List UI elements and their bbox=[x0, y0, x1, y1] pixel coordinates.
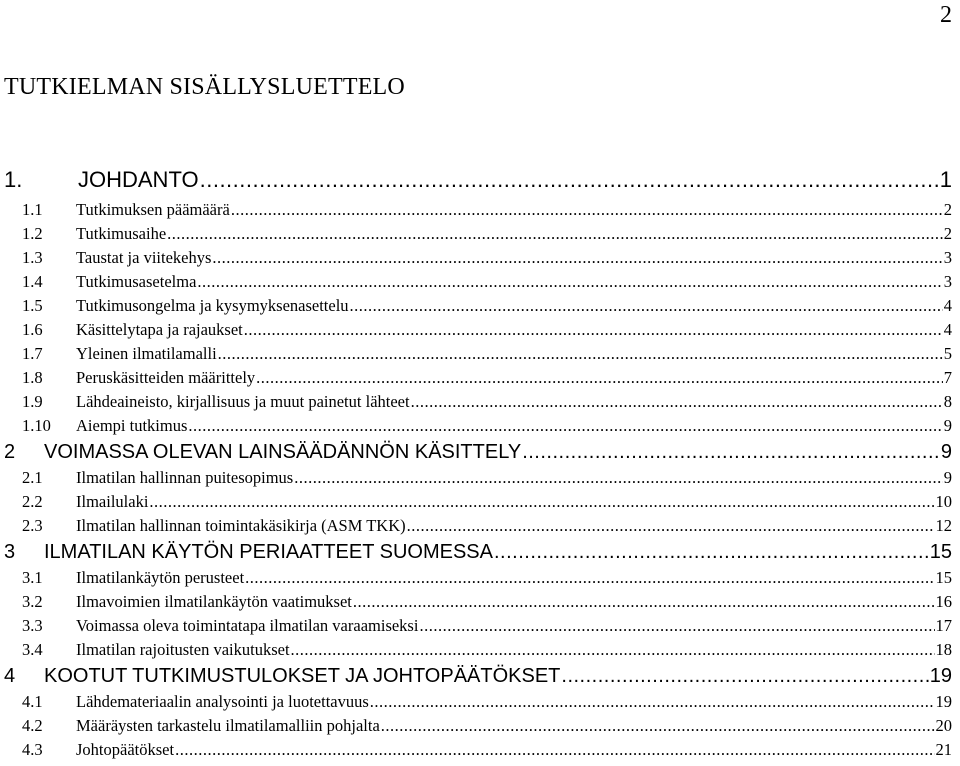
toc-entry-label: Lähdemateriaalin analysointi ja luotettavuus bbox=[76, 692, 369, 711]
toc-entry-page: 18 bbox=[935, 640, 952, 659]
toc-leader-dots bbox=[411, 390, 943, 414]
toc-leader-dots bbox=[149, 490, 934, 514]
toc-entry-page: 20 bbox=[935, 716, 952, 735]
toc-entry-label: JOHDANTO bbox=[78, 167, 199, 192]
toc-entry-page: 17 bbox=[935, 616, 952, 635]
toc-entry-label: Ilmatilan rajoitusten vaikutukset bbox=[76, 640, 290, 659]
toc-leader-dots bbox=[370, 690, 935, 714]
toc-entry-number: 4.3 bbox=[22, 740, 43, 759]
table-of-contents bbox=[0, 162, 960, 762]
toc-entry-label: Voimassa oleva toimintatapa ilmatilan varaamiseksi bbox=[76, 616, 419, 635]
toc-entry-label: ILMATILAN KÄYTÖN PERIAATTEET SUOMESSA bbox=[44, 541, 493, 563]
toc-entry-label: Ilmavoimien ilmatilankäytön vaatimukset bbox=[76, 592, 352, 611]
toc-leader-dots bbox=[407, 514, 935, 538]
toc-section-entry[interactable] bbox=[22, 714, 952, 738]
toc-section-entry[interactable] bbox=[22, 414, 952, 438]
toc-entry-page: 10 bbox=[935, 492, 952, 511]
toc-entry-page: 15 bbox=[935, 568, 952, 587]
toc-chapter-entry[interactable] bbox=[4, 662, 952, 690]
page-number: 2 bbox=[940, 2, 952, 28]
toc-chapter-entry[interactable] bbox=[4, 162, 952, 198]
toc-entry-number: 4.1 bbox=[22, 692, 43, 711]
toc-leader-dots bbox=[218, 342, 943, 366]
toc-entry-label: Tutkimusongelma ja kysymyksenasettelu bbox=[76, 296, 349, 315]
toc-entry-number: 3.1 bbox=[22, 568, 43, 587]
toc-entry-label: Ilmatilan hallinnan toimintakäsikirja (ASM TKK) bbox=[76, 516, 406, 535]
toc-section-entry[interactable] bbox=[22, 638, 952, 662]
toc-leader-dots bbox=[245, 566, 934, 590]
toc-section-entry[interactable] bbox=[22, 270, 952, 294]
toc-section-entry[interactable] bbox=[22, 318, 952, 342]
toc-leader-dots bbox=[494, 538, 929, 566]
toc-entry-label: Peruskäsitteiden määrittely bbox=[76, 368, 256, 387]
toc-section-entry[interactable] bbox=[22, 690, 952, 714]
toc-leader-dots bbox=[350, 294, 943, 318]
toc-leader-dots bbox=[294, 466, 943, 490]
toc-section-entry[interactable] bbox=[22, 198, 952, 222]
toc-section-entry[interactable] bbox=[22, 390, 952, 414]
toc-entry-page: 15 bbox=[929, 541, 952, 563]
toc-entry-page: 2 bbox=[943, 200, 952, 219]
toc-section-entry[interactable] bbox=[22, 246, 952, 270]
toc-section-entry[interactable] bbox=[22, 566, 952, 590]
toc-entry-number: 4 bbox=[4, 665, 16, 687]
toc-entry-label: Ilmailulaki bbox=[76, 492, 149, 511]
toc-leader-dots bbox=[419, 614, 934, 638]
toc-entry-page: 1 bbox=[939, 167, 952, 192]
toc-entry-page: 4 bbox=[943, 320, 952, 339]
toc-entry-page: 19 bbox=[929, 665, 952, 687]
toc-entry-number: 2.1 bbox=[22, 468, 43, 487]
toc-entry-label: Tutkimusasetelma bbox=[76, 272, 197, 291]
toc-entry-page: 3 bbox=[943, 272, 952, 291]
toc-entry-number: 3 bbox=[4, 541, 16, 563]
toc-title: TUTKIELMAN SISÄLLYSLUETTELO bbox=[4, 74, 405, 100]
toc-entry-page: 8 bbox=[943, 392, 952, 411]
toc-entry-label: VOIMASSA OLEVAN LAINSÄÄDÄNNÖN KÄSITTELY bbox=[44, 441, 522, 463]
toc-chapter-entry[interactable] bbox=[4, 438, 952, 466]
toc-entry-page: 19 bbox=[935, 692, 952, 711]
toc-entry-number: 1.6 bbox=[22, 320, 43, 339]
toc-entry-number: 3.2 bbox=[22, 592, 43, 611]
toc-leader-dots bbox=[353, 590, 935, 614]
toc-entry-label: Määräysten tarkastelu ilmatilamalliin pohjalta bbox=[76, 716, 380, 735]
toc-entry-page: 3 bbox=[943, 248, 952, 267]
toc-section-entry[interactable] bbox=[22, 738, 952, 762]
toc-entry-number: 1.9 bbox=[22, 392, 43, 411]
toc-entry-page: 9 bbox=[943, 416, 952, 435]
toc-entry-page: 9 bbox=[943, 468, 952, 487]
toc-entry-label: Lähdeaineisto, kirjallisuus ja muut painetut lähteet bbox=[76, 392, 410, 411]
toc-entry-label: Ilmatilankäytön perusteet bbox=[76, 568, 245, 587]
toc-leader-dots bbox=[561, 662, 928, 690]
toc-entry-number: 1.7 bbox=[22, 344, 43, 363]
toc-entry-number: 1.5 bbox=[22, 296, 43, 315]
toc-entry-number: 3.3 bbox=[22, 616, 43, 635]
toc-entry-page: 16 bbox=[935, 592, 952, 611]
toc-chapter-entry[interactable] bbox=[4, 538, 952, 566]
toc-leader-dots bbox=[197, 270, 942, 294]
toc-entry-page: 12 bbox=[935, 516, 952, 535]
toc-leader-dots bbox=[244, 318, 943, 342]
toc-leader-dots bbox=[291, 638, 935, 662]
toc-entry-page: 9 bbox=[940, 441, 952, 463]
toc-leader-dots bbox=[167, 222, 943, 246]
toc-section-entry[interactable] bbox=[22, 514, 952, 538]
toc-entry-number: 1.8 bbox=[22, 368, 43, 387]
toc-entry-label: KOOTUT TUTKIMUSTULOKSET JA JOHTOPÄÄTÖKSET bbox=[44, 665, 561, 687]
toc-entry-number: 1.2 bbox=[22, 224, 43, 243]
toc-entry-number: 1. bbox=[4, 167, 23, 192]
toc-entry-number: 1.3 bbox=[22, 248, 43, 267]
toc-section-entry[interactable] bbox=[22, 342, 952, 366]
toc-section-entry[interactable] bbox=[22, 614, 952, 638]
toc-entry-label: Ilmatilan hallinnan puitesopimus bbox=[76, 468, 294, 487]
toc-leader-dots bbox=[381, 714, 935, 738]
toc-leader-dots bbox=[256, 366, 943, 390]
toc-entry-number: 3.4 bbox=[22, 640, 43, 659]
toc-entry-page: 5 bbox=[943, 344, 952, 363]
toc-entry-label: Taustat ja viitekehys bbox=[76, 248, 212, 267]
toc-section-entry[interactable] bbox=[22, 490, 952, 514]
toc-entry-number: 2.3 bbox=[22, 516, 43, 535]
toc-entry-number: 2.2 bbox=[22, 492, 43, 511]
toc-leader-dots bbox=[231, 198, 943, 222]
toc-entry-label: Yleinen ilmatilamalli bbox=[76, 344, 217, 363]
toc-entry-label: Aiempi tutkimus bbox=[76, 416, 188, 435]
toc-entry-number: 2 bbox=[4, 441, 16, 463]
toc-section-entry[interactable] bbox=[22, 590, 952, 614]
toc-entry-number: 1.10 bbox=[22, 416, 51, 435]
toc-section-entry[interactable] bbox=[22, 466, 952, 490]
toc-entry-label: Tutkimusaihe bbox=[76, 224, 167, 243]
toc-leader-dots bbox=[188, 414, 942, 438]
toc-entry-page: 2 bbox=[943, 224, 952, 243]
toc-entry-number: 1.4 bbox=[22, 272, 43, 291]
toc-entry-label: Tutkimuksen päämäärä bbox=[76, 200, 230, 219]
toc-entry-page: 21 bbox=[935, 740, 952, 759]
toc-entry-label: Johtopäätökset bbox=[76, 740, 175, 759]
toc-entry-number: 1.1 bbox=[22, 200, 43, 219]
toc-leader-dots bbox=[175, 738, 934, 762]
toc-section-entry[interactable] bbox=[22, 366, 952, 390]
toc-entry-page: 4 bbox=[943, 296, 952, 315]
toc-section-entry[interactable] bbox=[22, 222, 952, 246]
toc-leader-dots bbox=[522, 438, 940, 466]
toc-leader-dots bbox=[200, 162, 939, 198]
toc-entry-number: 4.2 bbox=[22, 716, 43, 735]
toc-leader-dots bbox=[212, 246, 942, 270]
toc-entry-page: 7 bbox=[943, 368, 952, 387]
toc-section-entry[interactable] bbox=[22, 294, 952, 318]
toc-entry-label: Käsittelytapa ja rajaukset bbox=[76, 320, 243, 339]
